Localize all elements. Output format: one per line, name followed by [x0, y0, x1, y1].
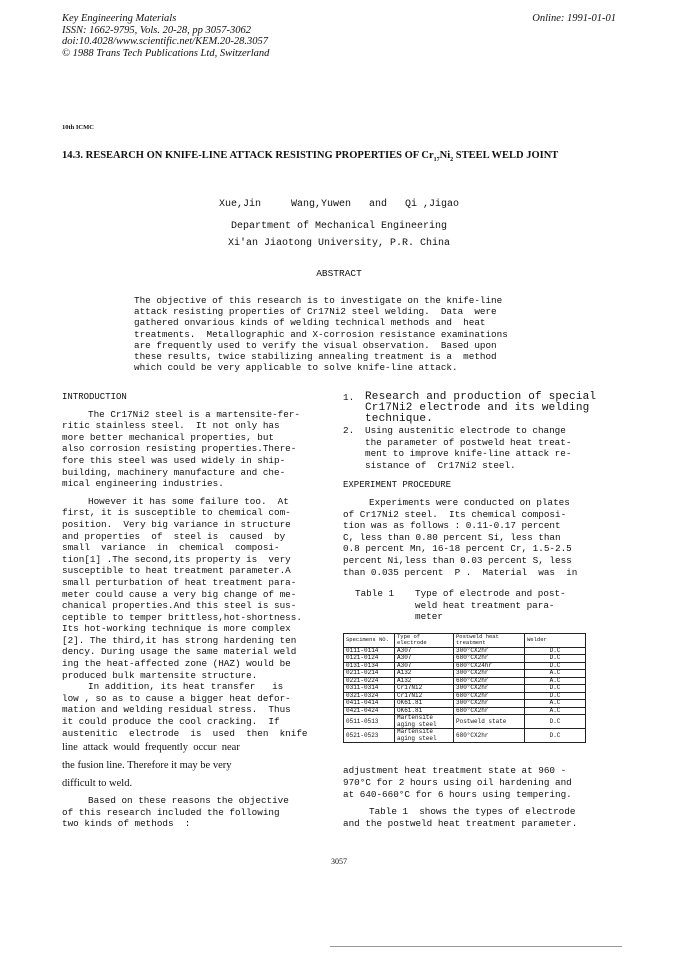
university: Xi'an Jiaotong University, P.R. China	[227, 238, 451, 249]
text-line: treatments. Metallographic and X-corrosion resistance examinations	[134, 328, 508, 340]
table-cell: 680°CX2hr	[454, 677, 525, 685]
table-cell: A307	[395, 662, 454, 670]
text-line: than 0.035 percent P . Material was in	[343, 566, 578, 578]
text-line: Using austenitic electrode to change	[365, 425, 566, 436]
text-line: small variance in chemical composi-	[62, 542, 280, 554]
text-line: more better mechanical properties, but	[62, 431, 275, 443]
table-header-cell: Postweld heat treatment	[454, 633, 525, 647]
text-line: and properties of steel is caused by	[62, 530, 286, 542]
text-line: of Cr17Ni2 steel. Its chemical composi-	[343, 508, 567, 520]
text-line: ritic stainless steel. It not only has	[62, 420, 280, 432]
text-line: technique.	[365, 413, 434, 425]
intro-paragraph-4	[62, 795, 330, 830]
list-number: 1.	[343, 392, 355, 403]
text-line: small perturbation of heat treatment para-	[62, 576, 297, 588]
text-line: 0.8 percent Mn, 16-18 percent Cr, 1.5-2.5	[343, 543, 572, 555]
experiment-paragraph-1	[343, 497, 621, 578]
department: Department of Mechanical Engineering	[230, 221, 448, 232]
citation-line: Key Engineering Materials	[62, 13, 177, 24]
text-line: low , so as to cause a bigger heat defor-	[62, 692, 291, 704]
table-cell: A307	[395, 647, 454, 655]
table-cell: 300°CX2hr	[454, 670, 525, 678]
table-cell: A132	[395, 677, 454, 685]
text-line: ment to improve knife-line attack re-	[365, 448, 572, 460]
table-cell: OK61.81	[395, 700, 454, 708]
text-line: The objective of this research is to investigate on the knife-line	[134, 295, 503, 306]
text-line: Table 1 shows the types of electrode	[369, 806, 576, 818]
table-cell: 680°CX24hr	[454, 662, 525, 670]
table-cell: A.C	[525, 707, 586, 715]
table-cell: 680°CX2hr	[454, 729, 525, 743]
table-row	[344, 715, 586, 729]
table-cell: A.C	[525, 700, 586, 708]
text-line: fore this steel was used widely in ship-	[62, 454, 286, 466]
table-cell: 0421-0424	[344, 707, 395, 715]
table-cell: 680°CX2hr	[454, 707, 525, 715]
table-cell: Cr17Ni2	[395, 685, 454, 693]
text-line: line attack would frequently occur near	[62, 742, 240, 754]
table-cell: 300°CX2hr	[454, 647, 525, 655]
text-line: two kinds of methods :	[62, 818, 191, 830]
table-cell: OK61.81	[395, 707, 454, 715]
text-line: Cr17Ni2 electrode and its welding	[365, 402, 590, 414]
table-cell: Martensite aging steel	[395, 715, 454, 729]
table-cell: 680°CX2hr	[454, 692, 525, 700]
table-cell: 0411-0414	[344, 700, 395, 708]
table-cell: 0521-0523	[344, 729, 395, 743]
intro-paragraph-3	[62, 681, 330, 739]
text-line: attack resisting properties of Cr17Ni2 steel welding. Data were	[134, 306, 497, 318]
table-cell: A.C	[525, 670, 586, 678]
table-cell: 300°CX2hr	[454, 700, 525, 708]
footer-rule	[330, 946, 622, 947]
objective-list	[343, 392, 621, 471]
paper-title: 14.3. RESEARCH ON KNIFE-LINE ATTACK RESISTING PROPERTIES OF $Cr_{17}Ni_2$ STEEL WELD JOINT	[62, 150, 559, 164]
text-line: Its hot-working technique is more complex	[62, 623, 291, 635]
text-line: In addition, its heat transfer is	[88, 681, 284, 693]
conference-label: 10th ICMC	[62, 124, 94, 131]
experiment-heading: EXPERIMENT PROCEDURE	[343, 480, 452, 491]
table-cell: D.C	[525, 662, 586, 670]
text-line: position. Very big variance in structure	[62, 518, 291, 530]
text-line: of this research included the following	[62, 806, 280, 818]
text-line: The Cr17Ni2 steel is a martensite-fer-	[88, 408, 301, 420]
right-column	[343, 392, 621, 829]
text-line: tion[1] .The second,its property is very	[62, 553, 291, 565]
table-cell: 0131-0134	[344, 662, 395, 670]
experiment-paragraph-2	[343, 765, 621, 800]
table-cell: 0111-0114	[344, 647, 395, 655]
text-line: ceptible to temper brittless,hot-shortness.	[62, 611, 302, 623]
text-line: tion was as follows : 0.11-0.17 percent	[343, 520, 561, 532]
table-cell: A.C	[525, 677, 586, 685]
table-cell: Postweld state	[454, 715, 525, 729]
table-cell: D.C	[525, 685, 586, 693]
table-caption	[355, 588, 621, 623]
introduction-heading: INTRODUCTION	[62, 392, 127, 402]
text-line: chanical properties.And this steel is sus-	[62, 600, 297, 612]
table-cell: A132	[395, 670, 454, 678]
text-line: the parameter of postweld heat treat-	[365, 436, 572, 448]
intro-paragraph-1	[62, 409, 330, 490]
table-cell: 0321-0324	[344, 692, 395, 700]
table-header-cell: Welder	[525, 633, 586, 647]
text-line: it could produce the cool cracking. If	[62, 716, 280, 728]
abstract-heading: ABSTRACT	[316, 268, 362, 279]
citation-line: © 1988 Trans Tech Publications Ltd, Switzerland	[62, 47, 270, 59]
table-cell: 0221-0224	[344, 677, 395, 685]
text-line: C, less than 0.80 percent Si, less than	[343, 531, 561, 543]
text-line: percent Ni,less than 0.03 percent S, less	[343, 554, 572, 566]
text-line: weld heat treatment para-	[415, 599, 555, 611]
text-line: and the postweld heat treatment parameter.	[343, 817, 578, 829]
list-number: 2.	[343, 425, 355, 436]
table-cell: 0511-0513	[344, 715, 395, 729]
list-item	[343, 425, 621, 471]
table-cell: D.C	[525, 647, 586, 655]
text-line: susceptible to heat treatment parameter.A	[62, 565, 291, 577]
text-line: difficult to weld.	[62, 778, 133, 790]
text-line: gathered onvarious kinds of welding technical methods and heat	[134, 317, 486, 329]
table-header-cell: Specimens NO.	[344, 633, 395, 647]
table-row	[344, 707, 586, 715]
text-line: at 640-660°C for 6 hours using tempering.	[343, 788, 572, 800]
authors: Xue,Jin Wang,Yuwen and Qi ,Jigao	[218, 199, 460, 210]
text-line: Type of electrode and post-	[415, 588, 566, 600]
text-line: the fusion line. Therefore it may be very	[62, 760, 232, 772]
text-line: dency. During usage the same material weld	[62, 646, 297, 658]
experiment-paragraph-3	[343, 806, 621, 829]
text-line: Research and production of special	[365, 391, 597, 403]
table-label: Table 1	[355, 588, 395, 600]
table-header-row	[344, 633, 586, 647]
text-line: these results, twice stabilizing annealing treatment is a method	[134, 351, 497, 363]
text-line: first, it is susceptible to chemical com-	[62, 507, 291, 519]
citation-line: ISSN: 1662-9795, Vols. 20-28, pp 3057-3062	[62, 24, 251, 36]
abstract-text	[134, 295, 554, 373]
page-number: 3057	[331, 857, 347, 866]
table-cell: D.C	[525, 655, 586, 663]
text-line: ing the heat-affected zone (HAZ) would be	[62, 658, 291, 670]
table-cell: 300°CX2hr	[454, 685, 525, 693]
text-line: [2]. The third,it has strong hardening ten	[62, 634, 297, 646]
text-line: mation and welding residual stress. Thus	[62, 704, 291, 716]
table-cell: D.C	[525, 729, 586, 743]
table-cell: 680°CX2hr	[454, 655, 525, 663]
table-cell: D.C	[525, 692, 586, 700]
table-cell: 0311-0314	[344, 685, 395, 693]
text-line: austenitic electrode is used then knife	[62, 727, 308, 739]
text-line: building, machinery manufacture and che-	[62, 466, 286, 478]
text-line: meter	[415, 611, 443, 623]
text-line: also corrosion resisting properties.There-	[62, 443, 297, 455]
table-cell: D.C	[525, 715, 586, 729]
table-cell: 0211-0214	[344, 670, 395, 678]
text-line: mical engineering industries.	[62, 478, 224, 490]
text-line: produced bulk martensite structure.	[62, 669, 258, 681]
journal-citation-block	[62, 13, 269, 59]
table-cell: A307	[395, 655, 454, 663]
table-cell: Martensite aging steel	[395, 729, 454, 743]
table-row	[344, 729, 586, 743]
text-line: 970°C for 2 hours using oil hardening and	[343, 777, 572, 788]
intro-paragraph-3-continued	[62, 739, 330, 793]
text-line: meter could cause a very big change of me-	[62, 588, 297, 600]
intro-paragraph-2	[62, 496, 330, 682]
text-line: Based on these reasons the objective	[88, 795, 289, 807]
table-cell: Cr17Ni2	[395, 692, 454, 700]
online-date: Online: 1991-01-01	[532, 13, 616, 24]
text-line: adjustment heat treatment state at 960 -	[343, 765, 567, 777]
table-cell: 0121-0124	[344, 655, 395, 663]
text-line: sistance of Cr17Ni2 steel.	[365, 459, 516, 471]
left-column	[62, 392, 330, 830]
text-line: However it has some failure too. At	[88, 495, 289, 507]
electrode-table	[343, 633, 586, 744]
list-item	[343, 392, 621, 425]
citation-line: doi:10.4028/www.scientific.net/KEM.20-28.3057	[62, 36, 268, 47]
table-header-cell: Type of electrode	[395, 633, 454, 647]
table-caption-text	[415, 588, 566, 623]
text-line: are frequently used to verify the visual observation. Based upon	[134, 339, 497, 351]
text-line: which could be very applicable to solve knife-line attack.	[134, 362, 458, 374]
text-line: Experiments were conducted on plates	[369, 496, 570, 508]
